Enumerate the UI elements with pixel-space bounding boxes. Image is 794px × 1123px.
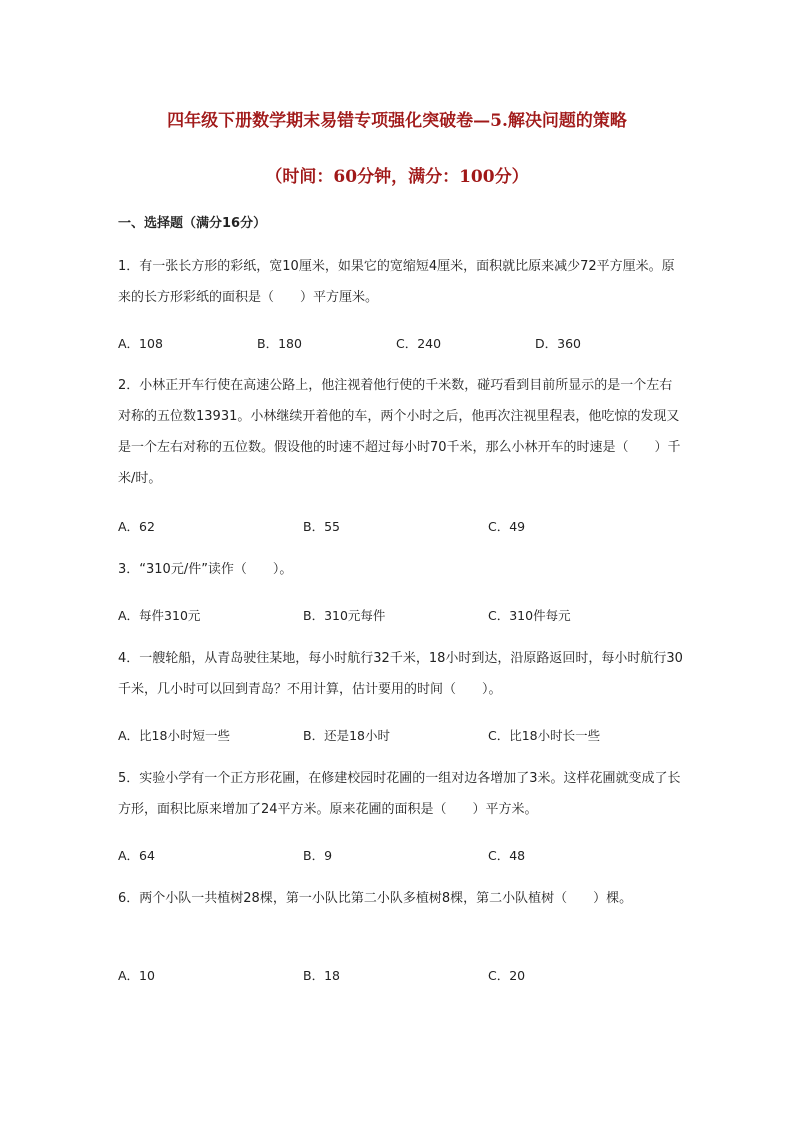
option-b: B．55 <box>303 519 340 534</box>
question-2-options <box>118 517 718 537</box>
option-a: A．10 <box>118 968 155 983</box>
section-heading: 一、选择题（满分16分） <box>118 216 267 231</box>
option-b: B．还是18小时 <box>303 728 390 743</box>
question-6-options <box>118 966 718 986</box>
option-d: D．360 <box>535 336 581 351</box>
question-3-text: 3．“310元/件”读作（ ）。 <box>118 562 293 577</box>
option-b: B．18 <box>303 968 340 983</box>
question-5-text: 5．实验小学有一个正方形花圃，在修建校园时花圃的一组对边各增加了3米。这样花圃就变成了长方形，面积比原来增加了24平方米。原来花圃的面积是（ ）平方米。 <box>118 771 681 817</box>
question-5-options <box>118 846 718 866</box>
option-c: C．比18小时长一些 <box>488 728 601 743</box>
option-a: A．62 <box>118 519 155 534</box>
option-b: B．310元每件 <box>303 608 386 623</box>
question-1-options <box>118 334 718 354</box>
option-c: C．240 <box>396 336 442 351</box>
question-4-text: 4．一艘轮船，从青岛驶往某地，每小时航行32千米，18小时到达，沿原路返回时，每小时航行30千米，几小时可以回到青岛？不用计算，估计要用的时间（ ）。 <box>118 651 683 697</box>
question-6-text: 6．两个小队一共植树28棵，第一小队比第二小队多植树8棵，第二小队植树（ ）棵。 <box>118 891 633 906</box>
document-title: 四年级下册数学期末易错专项强化突破卷—5.解决问题的策略 <box>167 111 627 131</box>
option-c: C．20 <box>488 968 526 983</box>
exam-time-info: （时间：60分钟，满分：100分） <box>265 167 529 187</box>
question-1-text: 1．有一张长方形的彩纸，宽10厘米，如果它的宽缩短4厘米，面积就比原来减少72平方厘米。原来的长方形彩纸的面积是（ ）平方厘米。 <box>118 259 675 305</box>
option-c: C．310件每元 <box>488 608 571 623</box>
question-2-text: 2．小林正开车行使在高速公路上，他注视着他行使的千米数，碰巧看到目前所显示的是一个左右对称的五位数13931。小林继续开着他的车，两个小时之后，他再次注视里程表，他吃惊的发现又是一个左右对称的五位数。假设他的时速不超过每小时70千米，那么小林开车的时速是（ ）千米/时。 <box>118 378 681 486</box>
option-a: A．108 <box>118 336 163 351</box>
option-a: A．64 <box>118 848 155 863</box>
option-b: B．180 <box>257 336 302 351</box>
option-b: B．9 <box>303 848 333 863</box>
question-3-options <box>118 606 718 626</box>
option-a: A．每件310元 <box>118 608 201 623</box>
option-c: C．49 <box>488 519 526 534</box>
option-c: C．48 <box>488 848 526 863</box>
question-4-options <box>118 726 718 746</box>
option-a: A．比18小时短一些 <box>118 728 230 743</box>
